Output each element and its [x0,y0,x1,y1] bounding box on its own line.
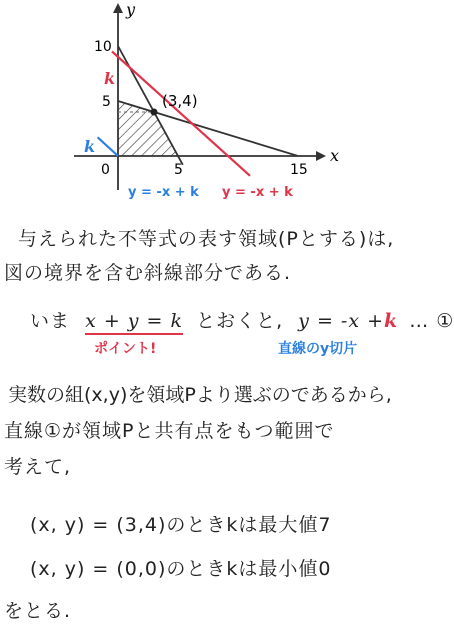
x-axis-arrow [316,151,326,161]
y-axis-label: y [126,0,136,19]
substitution-equation: x + y = k [85,310,183,335]
coordinate-graph [0,0,412,215]
point-label: (3,4) [162,92,198,110]
equation-line [30,306,454,333]
series-label-red: y = -x + k [222,185,293,200]
text-line: 実数の組(x,y)を領域Pより選ぶのであるから, [8,384,392,406]
text-line: 図の境界を含む斜線部分である. [4,262,292,284]
series-line [98,137,118,156]
k-label-blue: k [84,137,96,157]
intercept-k: k [384,310,399,332]
text-fragment: いま [30,310,71,332]
text-line: 与えられた不等式の表す領域(Pとする)は, [18,228,395,250]
intersection-point [151,109,158,116]
y-tick-label: 10 [94,39,112,55]
note-point: ポイント! [94,341,157,357]
text-fragment: とおくと, [196,310,284,332]
x-tick-label: 5 [174,162,183,178]
y-axis-arrow [113,3,123,13]
text-line: をとる. [4,600,72,622]
x-axis-label: x [330,146,340,165]
series-label-blue: y = -x + k [128,185,199,200]
result-min: (x, y) = (0,0)のときkは最小値0 [30,558,332,580]
k-label-red: k [104,69,116,88]
y-tick-label: 5 [102,94,111,110]
text-line: 直線①が領域Pと共有点をもつ範囲で [4,420,335,442]
origin-label: 0 [101,162,110,178]
result-max: (x, y) = (3,4)のときkは最大値7 [30,514,332,536]
equation-number: … ① [409,310,454,332]
note-intercept: 直線のy切片 [278,341,358,357]
x-tick-label: 15 [290,162,308,178]
line-equation: y = -x + [298,310,384,332]
text-line: 考えて, [4,456,72,478]
